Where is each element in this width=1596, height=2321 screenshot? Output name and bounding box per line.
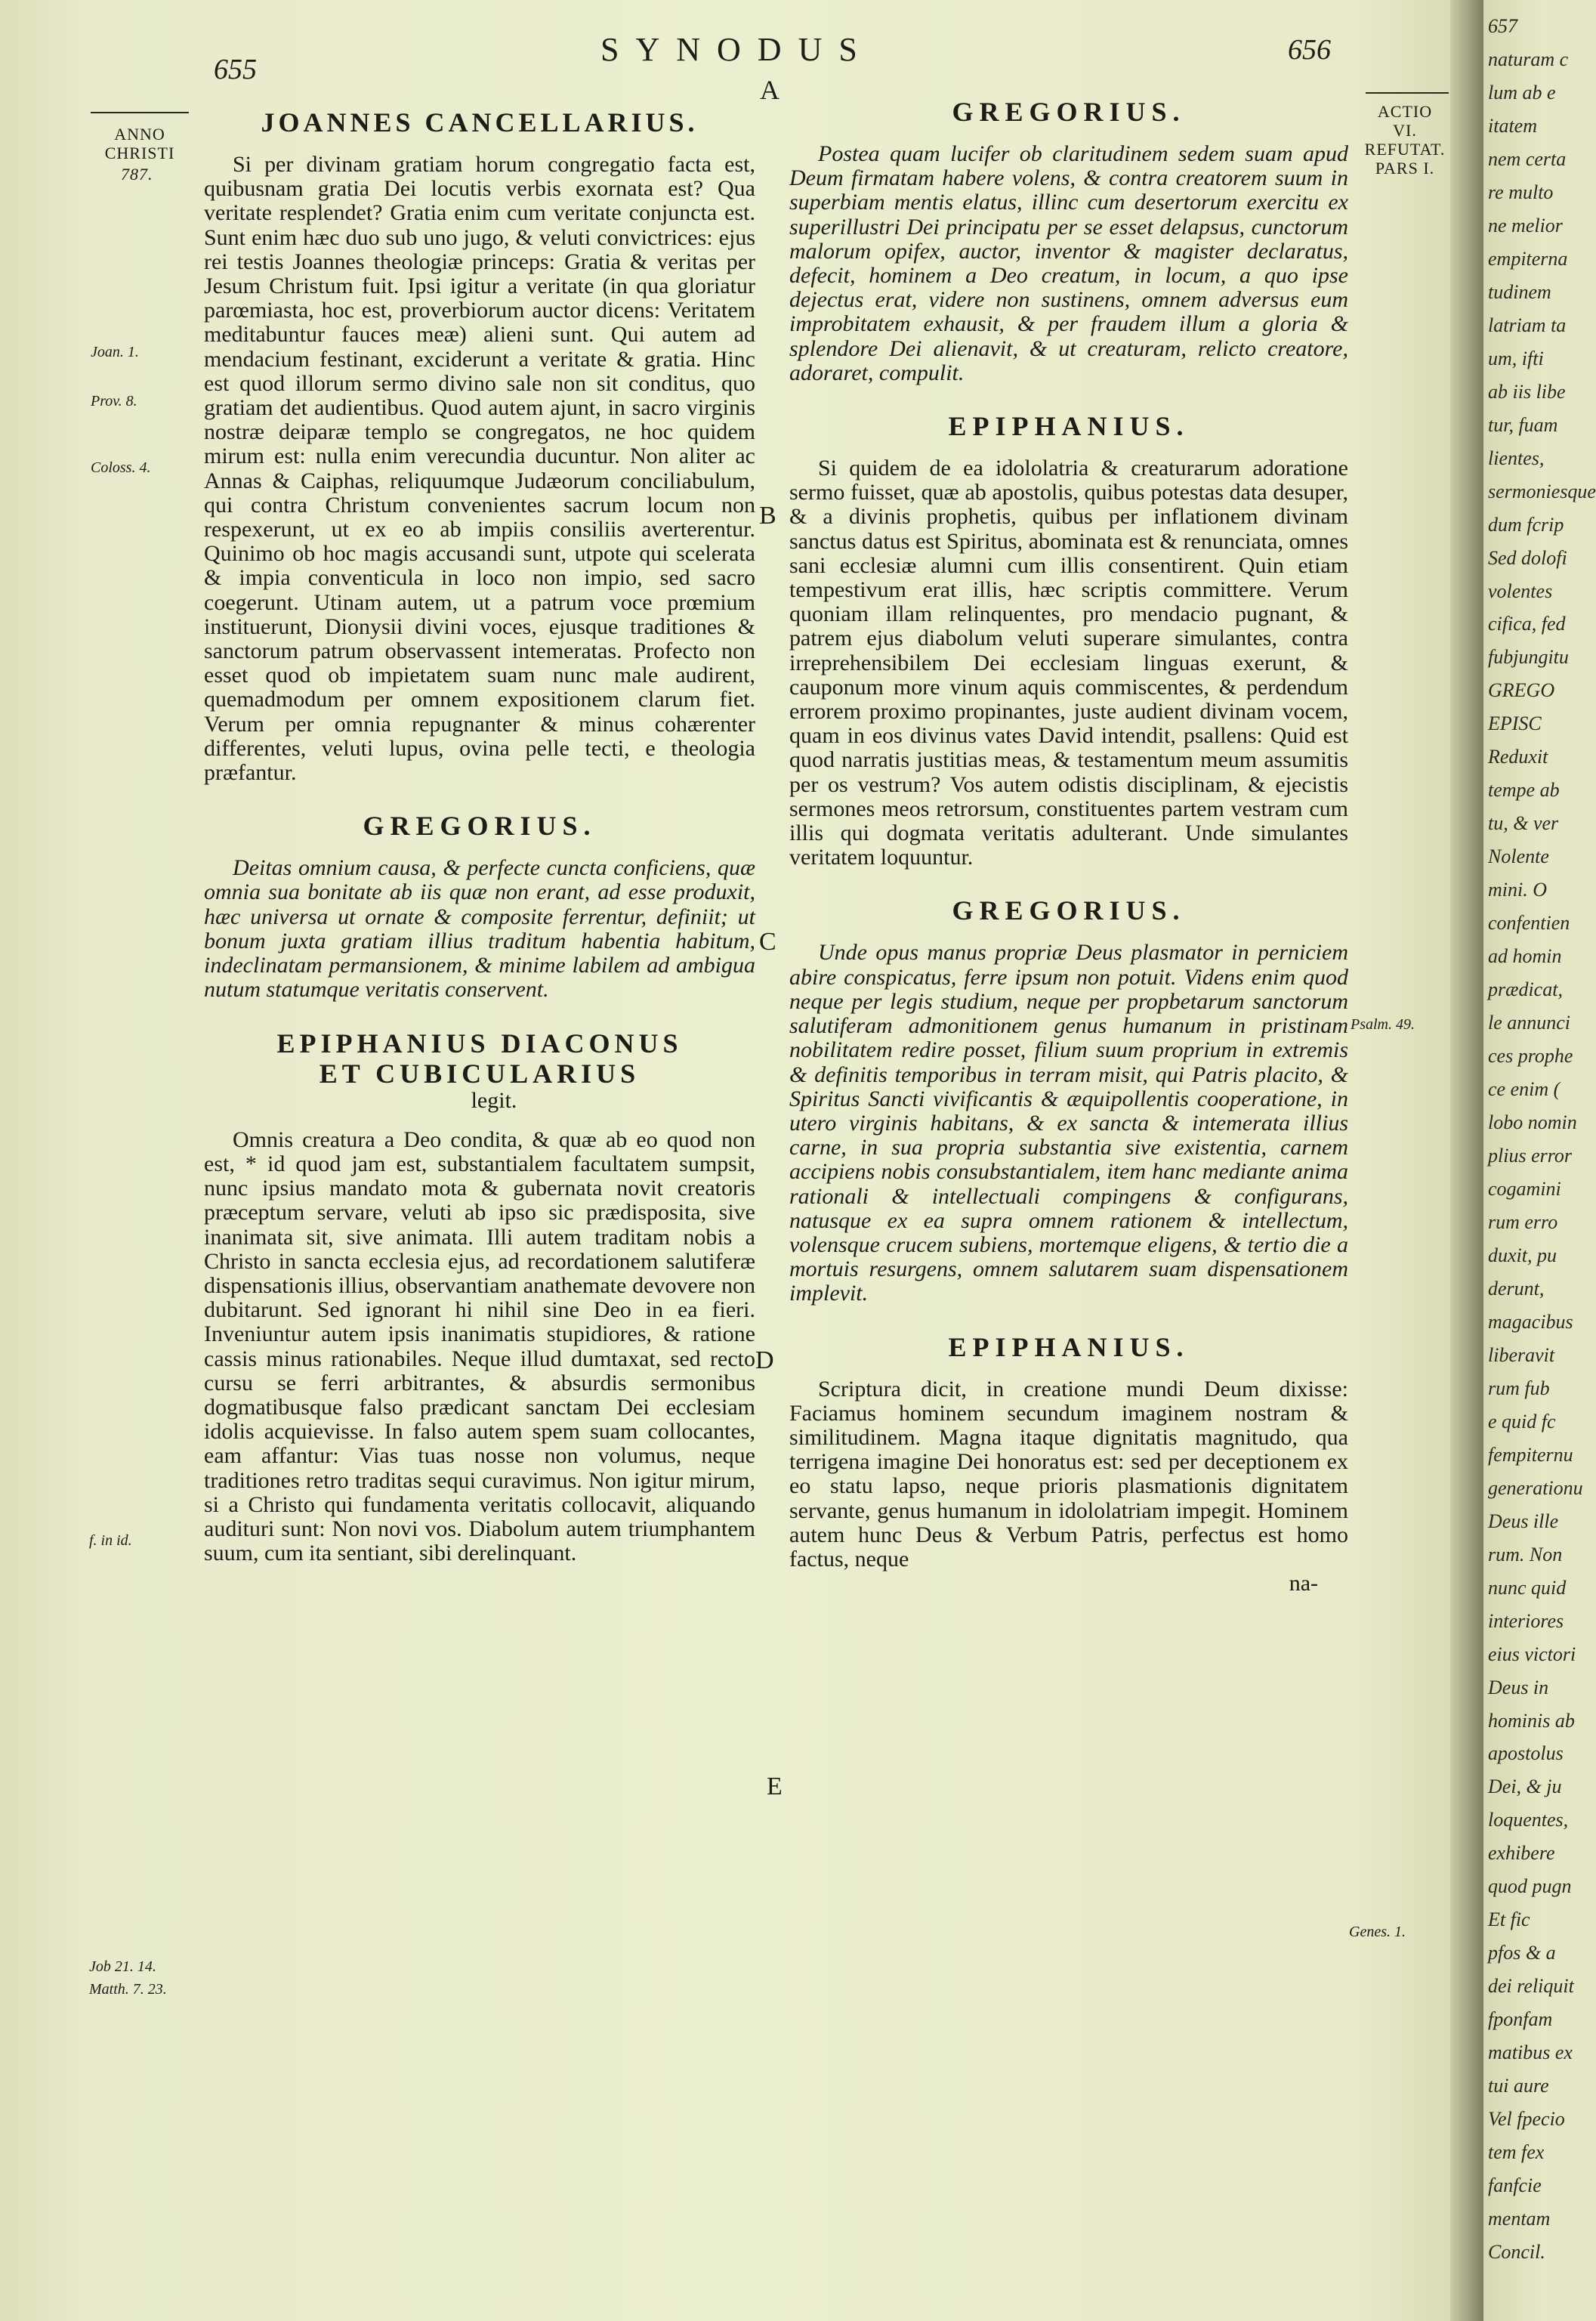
adjacent-page-fragment: um, ifti (1488, 347, 1544, 369)
paragraph-gregorius-right-1: Postea quam lucifer ob claritudinem sedem suam apud Deum firmatam habere volens, & contra creatorem suum in superbiam mentis elatus, illinc cum desertorum exercitu ex superillustri Dei principatu per se esset delapsus, cunctorum malorum opifex, auctor, inventor & magister declaratus, defecit, hominem a Deo creatum, in locum, a quo ipse dejectus erat, videre non sustinens, omnem adversus eum improbitatem exhausit, & per fraudem illum a gloria & splendore Dei alienavit, & ut creaturam, relicto creatore, adoraret, compulit. (789, 141, 1348, 385)
adjacent-page-fragment: tur, fuam (1488, 413, 1558, 436)
margin-note-joan: Joan. 1. (91, 344, 139, 360)
adjacent-page-fragment: magacibus (1488, 1310, 1573, 1333)
adjacent-page-fragment: latriam ta (1488, 314, 1567, 336)
actio-label: ACTIO (1377, 102, 1433, 121)
heading-gregorius-right-1: GREGORIUS. (952, 97, 1186, 127)
adjacent-page-fragment: EPISC (1488, 712, 1542, 735)
adjacent-page-fragment: cifica, fed (1488, 613, 1566, 635)
adjacent-page-fragment: tu, & ver (1488, 812, 1559, 835)
pars-label: PARS I. (1375, 159, 1435, 178)
adjacent-page-fragment: plius error (1488, 1145, 1572, 1167)
adjacent-page-fragment: nunc quid (1488, 1576, 1567, 1599)
adjacent-page-fragment: rum. Non (1488, 1543, 1563, 1565)
paragraph-gregorius-right-2: Unde opus manus propriæ Deus plasmator in perniciem abire conspicatus, ferre ipsum non potuit. Videns enim quod neque per legis studium, neque per propbetarum sanctorum salutiferam admonitionem genus humanum in pristinam nobilitatem redire posset, filium suum proprium in extremis & definitis temporibus in terram misit, qui Patris placito, & Spiritus Sancti vivificantis & æquipollentis cooperatione, in utero virginis habitans, & ex sancta & intemerata illius carne, in sua propria substantia sive existentia, carnem accipiens nobis consubstantialem, item hanc mediante anima rationali & intellectuali compingens & configurans, natusque ex ea supra omnem rationem & intellectum, volensque crucem subiens, mortemque eligens, & tertio die a mortuis resurgens, omnem salutarem suam dispensationem implevit. (789, 940, 1348, 1306)
running-title: SYNODUS (600, 31, 874, 68)
heading-gregorius-left: GREGORIUS. (363, 811, 597, 842)
adjacent-page-fragment: empiterna (1488, 247, 1568, 270)
adjacent-page-fragment: quod pugn (1488, 1875, 1572, 1898)
adjacent-page-fragment: derunt, (1488, 1277, 1545, 1300)
column-letter-b: B (759, 502, 776, 530)
heading-epiphanius-diaconus: EPIPHANIUS DIACONUS (276, 1028, 683, 1059)
margin-rule-left (91, 112, 189, 113)
adjacent-page-fragment: naturam c (1488, 48, 1569, 70)
adjacent-page-fragment: confentien (1488, 912, 1570, 935)
section-letter-a: A (760, 75, 779, 105)
adjacent-page-fragment: fponfam (1488, 2008, 1553, 2031)
paragraph-joannes: Si per divinam gratiam horum congregatio facta est, quibusnam gratia Dei locutis verbis exornata est? Qua veritate resplendet? Gratia enim cum veritate conjuncta est. Sunt enim hæc duo sub uno jugo, & veluti convictrices: ejus rei testis Joannes theologiæ princeps: Gratia & veritas per Jesum Christum fuit. Ipsi igitur a veritate (in qua gloriatur parœmiasta, hoc est, proverbiorum auctor dicens: Veritatem meditabuntur fauces meæ) alieni sunt. Qui autem ad mendacium festinant, exciderunt a veritate & gratia. Hinc est quod illorum sermo divino sale non sit conditus, quo gratiam det audientibus. Quod autem ajunt, in sacro virginis nostræ deiparæ templo se congregatos, ne hoc quidem mirum est: nulla enim verecundia ducuntur. Non aliter ac Annas & Caiphas, reliquumque Judæorum conciliabulum, qui contra Christum convenientes sacrum locum non respexerunt, ut ex eo ab impiis consiliis averterentur. Quinimo ob hoc magis accusandi sunt, utpote qui scelerata & impia conventicula in loco non impio, sed sacro coegerunt. Utinam autem, ut a patrum voce prœmium instituerunt, Dionysii divini voces, ejusque traditiones & sanctorum patrum observassent intemeratas. Profecto non esset quod ob impietatem suam nunc male audirent, quemadmodum per omnem expositionem clarum fiet. Verum per omnia repugnanter & minus cohærenter differentes, veluti lupus, ovina pelle tecti, e theologia præfantur. (204, 152, 755, 786)
margin-note-matth: Matth. 7. 23. (89, 1981, 167, 1998)
paragraph-epiphanius-right-2: Scriptura dicit, in creatione mundi Deum dixisse: Faciamus hominem secundum imaginem nostram & similitudinem. Magna itaque dignitatis magnitudo, qua terrigena imagine Dei honoratus est: sed per deceptionem ex eo statu lapso, neque prioris plasmationis dignitatem servante, genus humanum in idololatriam impegit. Hominem autem hunc Deus & Verbum Patris, perfectus est homo factus, neque (789, 1376, 1348, 1572)
adjacent-page-fragment: Vel fpecio (1488, 2108, 1565, 2131)
adjacent-page-edge (1483, 0, 1596, 2321)
adjacent-page-fragment: mini. O (1488, 879, 1547, 901)
paragraph-epiphanius-right-1: Si quidem de ea idololatria & creaturarum adoratione sermo fuisset, quæ ab apostolis, quibus potestas data desuper, & a divinis prophetis, quibus per inflationem divinam sanctus datus est Spiritus, abominata est & renunciata, omnes sani ecclesiæ alumni cum illis consentirent. Quin etiam tempestivum erat illis, hæc scriptis committere. Verum quoniam illam relinquentes, pro mendacio pugnant, & patrem ejus diabolum veluti superare simulantes, contra irreprehensibilem Dei ecclesiam linguas exerunt, & cauponum more vinum aquis commiscentes, & perdendum errorem proximo propinantes, juste audient divinam vocem, quam in eos divinus vates David intendit, psallens: Quid est quod narratis justitias meas, & testamentum meum assumitis per os vestrum? Vos autem odistis disciplinam, & ejecistis sermones meos retrorsum, constituentes partem vestram cum illis qui dogmata veritatis adulterant. Unde simulantes veritatem loquuntur. (789, 456, 1348, 870)
paragraph-gregorius-left: Deitas omnium causa, & perfecte cuncta conficiens, quæ omnia sua bonitate ab iis quæ non erant, ad esse produxit, hæc universa ut ornate & composite ferrentur, definiit; ut bonum juxta gratiam illius traditum habentia habitum, indeclinatam permansionem, & minime labilem ad ambigua nutum statumque veritatis conservent. (204, 855, 755, 1003)
margin-note-genes: Genes. 1. (1349, 1924, 1406, 1940)
adjacent-page-fragment: lientes, (1488, 447, 1545, 469)
adjacent-page-fragment: generationu (1488, 1476, 1583, 1499)
adjacent-page-fragment: eius victori (1488, 1643, 1576, 1665)
adjacent-page-fragment: fubjungitu (1488, 646, 1569, 669)
margin-note-f-in-id: f. in id. (89, 1532, 132, 1549)
adjacent-page-fragment: rum erro (1488, 1210, 1558, 1233)
adjacent-page-fragment: ce enim ( (1488, 1078, 1560, 1101)
adjacent-page-fragment: interiores (1488, 1609, 1564, 1632)
adjacent-page-fragment: Deus in (1488, 1676, 1549, 1698)
margin-rule-right (1366, 92, 1449, 94)
adjacent-page-fragment: matibus ex (1488, 2041, 1573, 2064)
heading-joannes-cancellarius: JOANNES CANCELLARIUS. (261, 107, 699, 138)
margin-note-prov: Prov. 8. (91, 393, 137, 409)
adjacent-page-fragment: Sed dolofi (1488, 546, 1567, 569)
adjacent-page-fragment: loquentes, (1488, 1809, 1569, 1831)
heading-gregorius-right-2: GREGORIUS. (952, 895, 1186, 926)
adjacent-page-fragment: exhibere (1488, 1842, 1555, 1865)
christi-label: CHRISTI (104, 144, 175, 162)
adjacent-page-fragment: Nolente (1488, 845, 1549, 868)
adjacent-page-fragment: Concil. (1488, 2241, 1545, 2264)
page-number-right: 656 (1288, 34, 1331, 66)
adjacent-page-fragment: liberavit (1488, 1343, 1555, 1366)
adjacent-page-fragment: prædicat, (1488, 978, 1563, 1001)
actio-number: VI. (1393, 121, 1417, 140)
adjacent-page-fragment: fempiternu (1488, 1443, 1573, 1466)
adjacent-page-fragment: tempe ab (1488, 779, 1560, 802)
adjacent-page-fragment: apostolus (1488, 1742, 1564, 1765)
adjacent-page-fragment: tui aure (1488, 2075, 1549, 2097)
adjacent-page-fragment: ces prophe (1488, 1045, 1573, 1068)
right-column (789, 97, 1348, 1596)
adjacent-page-fragment: dum fcrip (1488, 513, 1564, 536)
heading-epiphanius-right-1: EPIPHANIUS. (948, 411, 1190, 442)
adjacent-page-fragment: dei reliquit (1488, 1975, 1574, 1998)
margin-note-psalm: Psalm. 49. (1351, 1016, 1415, 1033)
adjacent-page-fragment: Et fic (1488, 1908, 1530, 1931)
adjacent-page-fragment: cogamini (1488, 1177, 1561, 1200)
adjacent-page-fragment: volentes (1488, 579, 1553, 602)
adjacent-page-fragment: pfos & a (1488, 1942, 1556, 1964)
adjacent-page-fragment: duxit, pu (1488, 1244, 1557, 1266)
adjacent-page-fragment: rum fub (1488, 1377, 1550, 1399)
refutat-label: REFUTAT. (1364, 140, 1446, 159)
adjacent-page-fragment: sermoniesque (1488, 480, 1596, 502)
adjacent-page-fragment: GREGO (1488, 679, 1555, 702)
adjacent-page-fragment: le annunci (1488, 1012, 1571, 1034)
catchword: na- (1289, 1571, 1318, 1596)
adjacent-page-fragment: Deus ille (1488, 1510, 1559, 1532)
column-letter-c: C (759, 928, 776, 956)
left-column (204, 107, 755, 1565)
adjacent-page-fragment: Dei, & ju (1488, 1776, 1562, 1798)
book-spine (1450, 0, 1483, 2321)
year-label: 787. (121, 165, 153, 184)
adjacent-page-fragment: 657 (1488, 15, 1517, 37)
legit-label: legit. (471, 1087, 517, 1113)
adjacent-page-fragment: fanfcie (1488, 2174, 1542, 2197)
margin-note-coloss: Coloss. 4. (91, 459, 151, 476)
adjacent-page-fragment: ad homin (1488, 945, 1562, 968)
page-number-left: 655 (214, 54, 257, 85)
adjacent-page-fragment: ab iis libe (1488, 380, 1566, 403)
adjacent-page-fragment: e quid fc (1488, 1410, 1556, 1432)
column-letter-e: E (767, 1772, 783, 1800)
heading-et-cubicularius: ET CUBICULARIUS (319, 1058, 641, 1089)
adjacent-page-fragment: mentam (1488, 2208, 1551, 2230)
paragraph-epiphanius-left: Omnis creatura a Deo condita, & quæ ab eo quod non est, * id quod jam est, substantialem facultatem sumpsit, nunc ipsius mandato mota & gubernata novit creatoris præceptum servare, veluti ab ipso sic prædisposita, sive inanimata sit, sive animata. Illi autem traditam nobis a Christo in sancta ecclesia ejus, ad recordationem salutiferæ dispensationis illius, observantiam anathemate devovere non dubitarunt. Sed ignorant hi nihil sine Deo in ea fieri. Inveniuntur autem ipsis inanimatis stupidiores, & ratione cassis minus rationabiles. Neque illud dumtaxat, sed recto cursu se ferri arbitrantes, & absurdis sermonibus dogmatibusque falso prædicant sanctam Dei ecclesiam idolis acquievisse. In falso autem spem suam collocantes, eam affantur: Vias tuas nosse non volumus, neque traditiones retro traditas sequi curavimus. Non igitur mirum, si a Christo qui fundamenta veritatis collocavit, aliquando audituri sunt: Non novi vos. Diabolum autem triumphantem suum, cum ita sentiant, sibi derelinquant. (204, 1127, 755, 1566)
adjacent-page-fragment: tudinem (1488, 280, 1551, 303)
adjacent-page-fragment: lobo nomin (1488, 1111, 1577, 1134)
adjacent-page-fragment: itatem (1488, 114, 1537, 137)
adjacent-page-fragment: tem fex (1488, 2141, 1545, 2164)
adjacent-page-fragment: lum ab e (1488, 81, 1556, 104)
adjacent-page-fragment: ne melior (1488, 214, 1563, 236)
anno-label: ANNO (114, 125, 165, 144)
adjacent-page-fragment: hominis ab (1488, 1709, 1575, 1732)
adjacent-page-fragment: Reduxit (1488, 746, 1548, 768)
heading-epiphanius-right-2: EPIPHANIUS. (948, 1331, 1190, 1362)
adjacent-page-fragment: re multo (1488, 181, 1554, 203)
column-letter-d: D (755, 1346, 774, 1374)
margin-note-job: Job 21. 14. (89, 1958, 156, 1975)
adjacent-page-fragment: nem certa (1488, 147, 1567, 170)
